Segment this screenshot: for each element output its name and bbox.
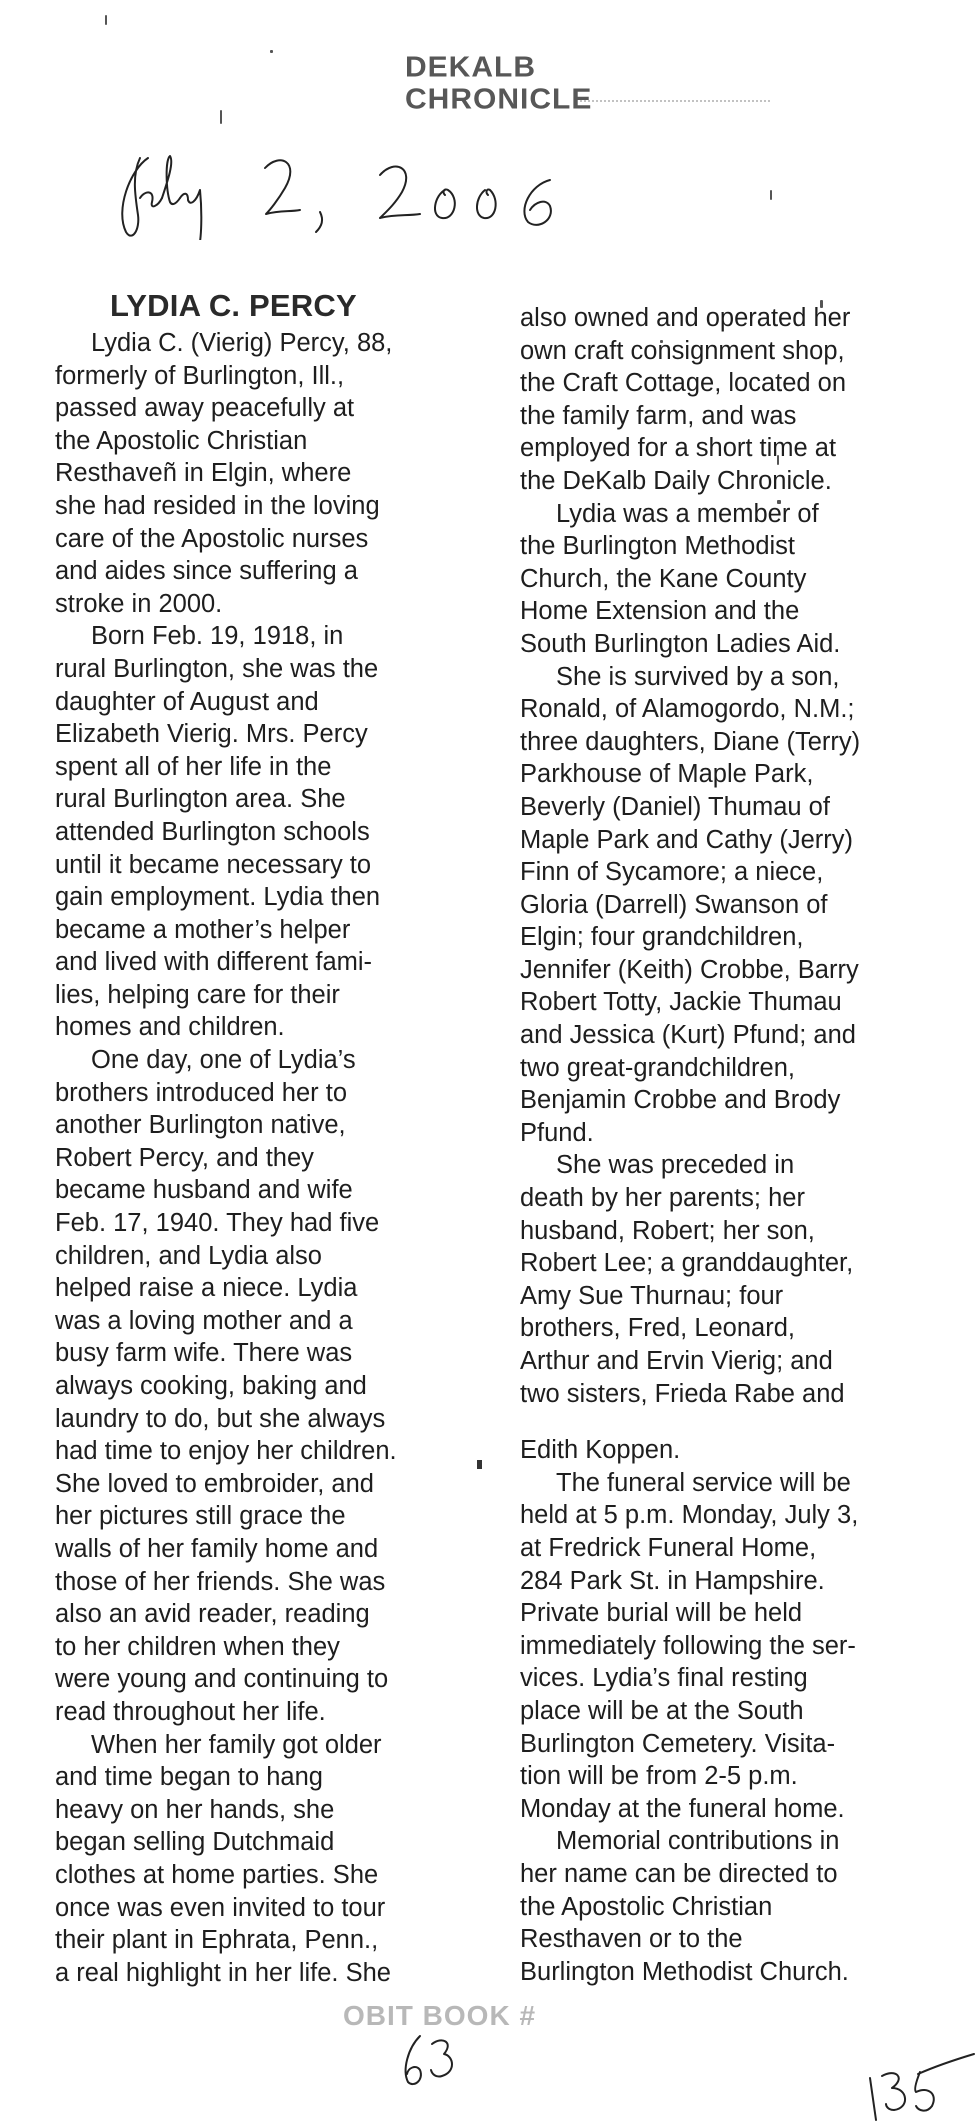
article-line: and time began to hang: [55, 1763, 323, 1792]
article-line: Private burial will be held: [520, 1599, 803, 1628]
article-line: the Apostolic Christian: [520, 1892, 773, 1921]
article-line: Robert Percy, and they: [55, 1143, 314, 1172]
article-line: Edith Koppen.: [520, 1436, 681, 1465]
article-line: Arthur and Ervin Vierig; and: [520, 1347, 833, 1375]
article-line: Monday at the funeral home.: [520, 1794, 845, 1823]
handwritten-book-number: [398, 2030, 468, 2090]
article-line: She loved to embroider, and: [55, 1469, 374, 1498]
article-line: read throughout her life.: [55, 1697, 326, 1726]
article-line: Maple Park and Cathy (Jerry): [520, 825, 854, 854]
column-break-gap: [520, 1410, 950, 1434]
article-column-right-top: [520, 302, 950, 1410]
article-line: Ronald, of Alamogordo, N.M.;: [520, 695, 855, 724]
article-line: children, and Lydia also: [55, 1241, 322, 1270]
article-line: three daughters, Diane (Terry): [520, 727, 861, 756]
article-line: brothers introduced her to: [55, 1078, 348, 1107]
article-line: another Burlington native,: [55, 1111, 346, 1140]
article-line: The funeral service will be: [556, 1468, 851, 1497]
article-line: Lydia C. (Vierig) Percy, 88,: [91, 329, 393, 357]
article-line: vices. Lydia’s final resting: [520, 1664, 808, 1693]
article-line: gain employment. Lydia then: [55, 883, 381, 912]
handwritten-date-drawing: [110, 140, 590, 240]
article-line: became husband and wife: [55, 1176, 353, 1205]
article-line: Pfund.: [520, 1118, 594, 1147]
article-line: tion will be from 2-5 p.m.: [520, 1762, 798, 1791]
article-line: began selling Dutchmaid: [55, 1828, 335, 1857]
article-line: walls of her family home and: [55, 1534, 379, 1563]
article-line: She is survived by a son,: [556, 662, 840, 691]
article-column-left: [55, 327, 475, 1989]
article-line: brothers, Fred, Leonard,: [520, 1314, 795, 1343]
article-line: and aides since suffering a: [55, 557, 358, 586]
article-line: employed for a short time at: [520, 434, 837, 463]
article-line: passed away peacefully at: [55, 394, 355, 423]
article-line: busy farm wife. There was: [55, 1339, 353, 1368]
article-line: Memorial contributions in: [556, 1827, 840, 1856]
article-line: husband, Robert; her son,: [520, 1216, 815, 1245]
article-line: were young and continuing to: [55, 1665, 389, 1694]
article-line: place will be at the South: [520, 1696, 804, 1725]
article-column-right-bottom: [520, 1434, 950, 1988]
article-line: She was preceded in: [556, 1151, 795, 1180]
article-line: was a loving mother and a: [55, 1306, 353, 1335]
article-line: two sisters, Frieda Rabe and: [520, 1379, 845, 1408]
article-line: and lived with different fami-: [55, 948, 373, 977]
article-line: homes and children.: [55, 1013, 285, 1042]
handwritten-date: [110, 140, 590, 240]
article-column-right: [520, 302, 950, 1988]
article-line: attended Burlington schools: [55, 817, 370, 846]
article-line: Elizabeth Vierig. Mrs. Percy: [55, 720, 368, 749]
article-line: daughter of August and: [55, 687, 319, 716]
article-line: those of her friends. She was: [55, 1567, 386, 1596]
obit-book-stamp: OBIT BOOK #: [343, 2000, 537, 2031]
obituary-headline: LYDIA C. PERCY: [110, 288, 357, 323]
scan-speck: [220, 110, 222, 124]
article-line: the family farm, and was: [520, 401, 797, 430]
article-line: laundry to do, but she always: [55, 1404, 386, 1433]
article-line: and Jessica (Kurt) Pfund; and: [520, 1021, 856, 1050]
article-line: rural Burlington, she was the: [55, 654, 379, 683]
article-line: Feb. 17, 1940. They had five: [55, 1209, 380, 1238]
article-line: heavy on her hands, she: [55, 1795, 335, 1824]
article-line: once was even invited to tour: [55, 1893, 386, 1922]
article-line: had time to enjoy her children.: [55, 1437, 397, 1466]
stamp-subline-smudge: [580, 100, 770, 108]
article-line: her name can be directed to: [520, 1859, 838, 1888]
article-line: Burlington Cemetery. Visita-: [520, 1729, 836, 1758]
article-line: to her children when they: [55, 1632, 340, 1661]
article-line: rural Burlington area. She: [55, 785, 346, 814]
article-line: also an avid reader, reading: [55, 1600, 370, 1629]
article-line: the Craft Cottage, located on: [520, 369, 847, 398]
article-line: own craft consignment shop,: [520, 336, 845, 365]
article-line: death by her parents; her: [520, 1184, 805, 1213]
article-line: the Burlington Methodist: [520, 532, 795, 561]
article-line: Beverly (Daniel) Thumau of: [520, 792, 830, 821]
article-line: Amy Sue Thurnau; four: [520, 1281, 784, 1310]
article-line: Church, the Kane County: [520, 564, 807, 593]
scan-speck: [105, 15, 107, 25]
article-line: Jennifer (Keith) Crobbe, Barry: [520, 955, 859, 984]
scan-speck: [770, 190, 772, 200]
article-line: the Apostolic Christian: [55, 426, 308, 455]
article-line: Lydia was a member of: [556, 499, 819, 528]
article-line: the DeKalb Daily Chronicle.: [520, 466, 832, 495]
article-line: she had resided in the loving: [55, 491, 380, 520]
article-line: clothes at home parties. She: [55, 1860, 379, 1889]
article-line: formerly of Burlington, Ill.,: [55, 361, 345, 390]
paste-up-mark: [477, 1460, 482, 1469]
article-line: until it became necessary to: [55, 850, 372, 879]
article-line: Resthaveñ in Elgin, where: [55, 459, 352, 488]
article-line: a real highlight in her life. She: [55, 1958, 391, 1987]
newspaper-name-stamp: DEKALB CHRONICLE: [405, 51, 593, 116]
article-line: helped raise a niece. Lydia: [55, 1274, 358, 1303]
article-line: One day, one of Lydia’s: [91, 1046, 356, 1075]
article-line: When her family got older: [91, 1730, 382, 1759]
article-line: Benjamin Crobbe and Brody: [520, 1086, 841, 1115]
article-line: lies, helping care for their: [55, 980, 340, 1009]
handwritten-63-drawing: [398, 2030, 468, 2090]
article-line: Elgin; four grandchildren,: [520, 923, 804, 952]
scan-speck: [270, 50, 273, 53]
article-line: care of the Apostolic nurses: [55, 524, 369, 553]
handwritten-page-number: [862, 2052, 977, 2122]
article-line: Robert Totty, Jackie Thumau: [520, 988, 842, 1017]
article-line: Home Extension and the: [520, 597, 800, 626]
article-line: 284 Park St. in Hampshire.: [520, 1566, 825, 1595]
article-line: Parkhouse of Maple Park,: [520, 760, 814, 789]
article-line: Robert Lee; a granddaughter,: [520, 1249, 854, 1278]
article-line: also owned and operated her: [520, 304, 851, 332]
article-line: Born Feb. 19, 1918, in: [91, 622, 344, 651]
article-line: Resthaven or to the: [520, 1925, 743, 1954]
article-line: stroke in 2000.: [55, 589, 223, 618]
article-line: two great-grandchildren,: [520, 1053, 795, 1082]
handwritten-135-drawing: [862, 2052, 977, 2122]
article-line: spent all of her life in the: [55, 752, 332, 781]
article-line: South Burlington Ladies Aid.: [520, 629, 841, 658]
article-line: always cooking, baking and: [55, 1372, 367, 1400]
article-line: at Fredrick Funeral Home,: [520, 1533, 817, 1562]
article-line: held at 5 p.m. Monday, July 3,: [520, 1501, 859, 1530]
article-line: Finn of Sycamore; a niece,: [520, 858, 824, 887]
article-line: her pictures still grace the: [55, 1502, 346, 1531]
article-line: their plant in Ephrata, Penn.,: [55, 1926, 379, 1955]
article-line: became a mother’s helper: [55, 915, 351, 944]
article-line: Burlington Methodist Church.: [520, 1957, 849, 1986]
article-line: Gloria (Darrell) Swanson of: [520, 890, 828, 919]
article-line: immediately following the ser-: [520, 1631, 856, 1660]
